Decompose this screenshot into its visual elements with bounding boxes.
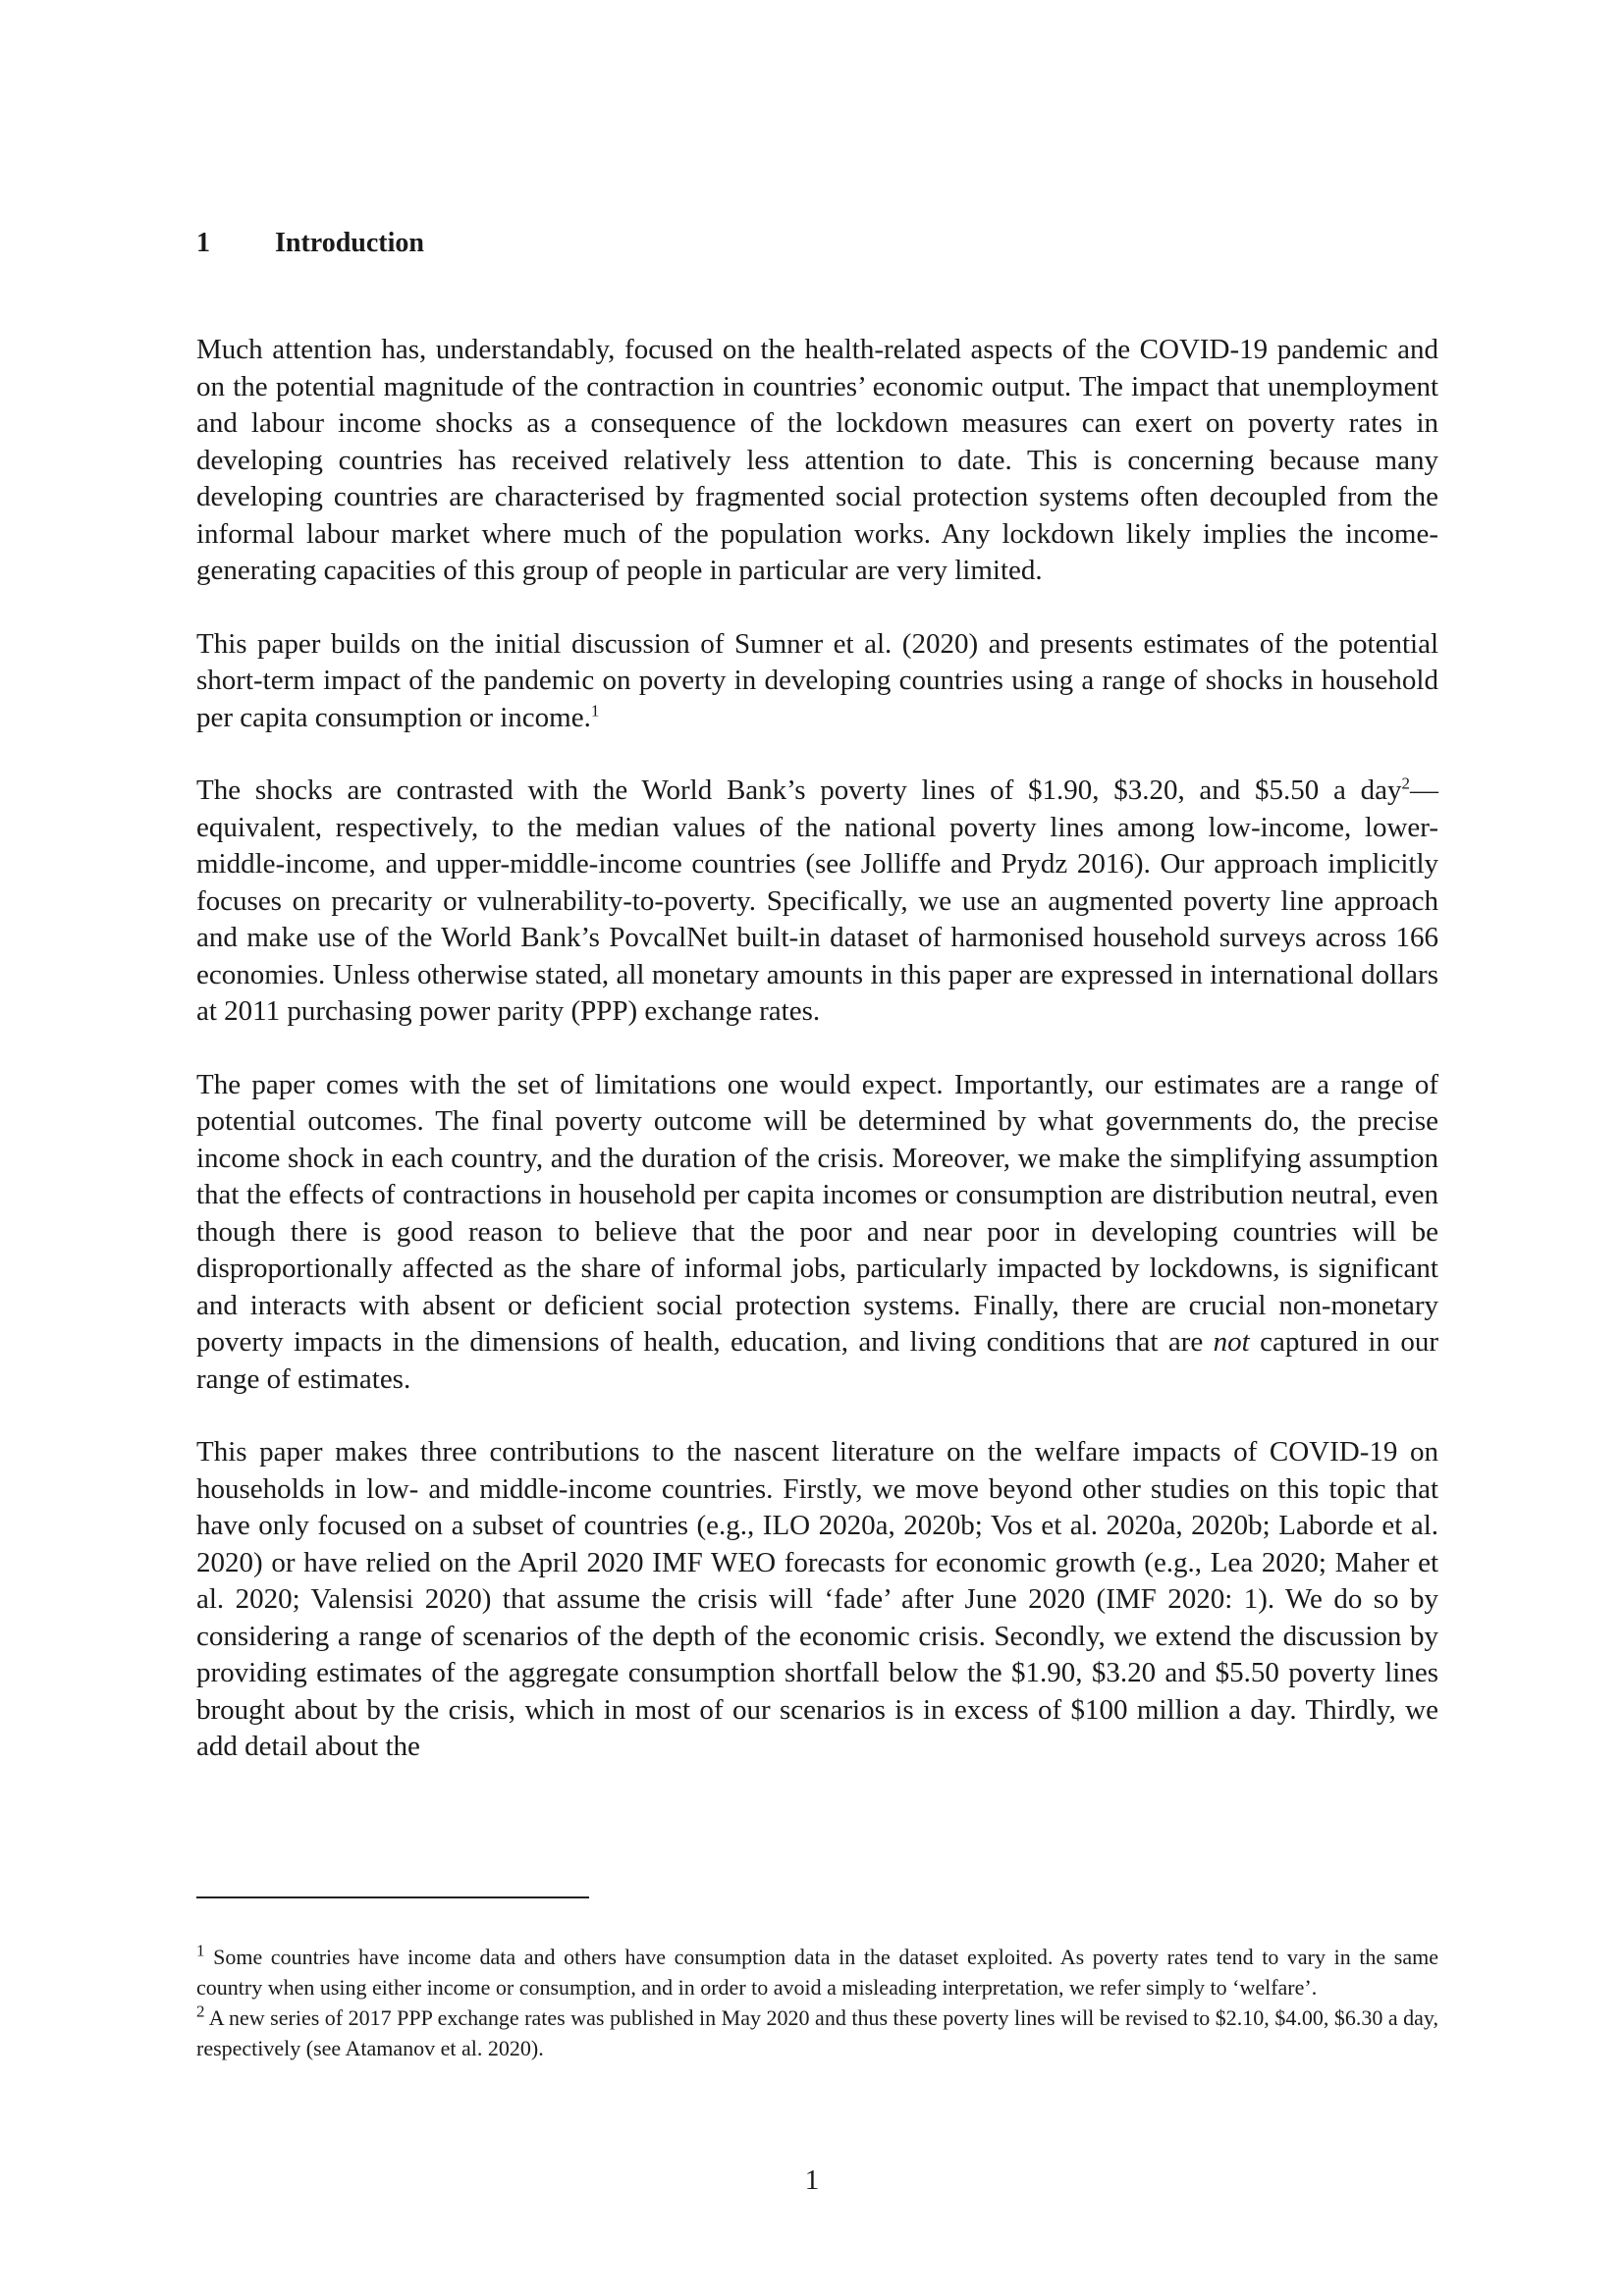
footnotes — [196, 1942, 1438, 2063]
paragraph-3-text-a: The shocks are contrasted with the World Bank’s poverty lines of $1.90, $3.20, and $5.50 a day — [196, 774, 1402, 806]
paragraph-2-text: This paper builds on the initial discussion of Sumner et al. (2020) and presents estimates of the potential short-term impact of the pandemic on poverty in developing countries using a range of shocks in household per capita consumption or income. — [196, 627, 1438, 733]
footnote-2-text: A new series of 2017 PPP exchange rates was published in May 2020 and thus these poverty lines will be revised to $2.10, $4.00, $6.30 a day, respectively (see Atamanov et al. 2020). — [196, 2005, 1438, 2060]
footnote-ref-2: 2 — [1401, 774, 1410, 793]
footnote-2-marker: 2 — [196, 2002, 205, 2021]
paragraph-1: Much attention has, understandably, focused on the health-related aspects of the COVID-19 pandemic and on the potential magnitude of the contraction in countries’ economic output. The impact that unemployment and labour income shocks as a consequence of the lockdown measures can exert on poverty rates in developing countries has received relatively less attention to date. This is concerning because many developing countries are characterised by fragmented social protection systems often decoupled from the informal labour market where much of the population works. Any lockdown likely implies the income-generating capacities of this group of people in particular are very limited. — [196, 334, 1438, 586]
section-title: Introduction — [275, 228, 424, 258]
footnote-1-text: Some countries have income data and others have consumption data in the dataset exploited. As poverty rates tend to vary in the same country when using either income or consumption, and in order to avoid a misleading interpretation, we refer simply to ‘welfare’. — [196, 1945, 1438, 2000]
footnote-2 — [196, 2002, 1438, 2063]
paragraph-3 — [196, 773, 1438, 1031]
footnote-1-marker: 1 — [196, 1941, 205, 1960]
paragraph-3-text-b: — equivalent, respectively, to the median values of the national poverty lines among low-income, lower-middle-income, and upper-middle-income countries (see Jolliffe and Prydz 2016). Our approach implicitly focuses on precarity or vulnerability-to-poverty. Specifically, we use an augmented poverty line approach and make use of the World Bank’s PovcalNet built-in dataset of harmonised household surveys across 166 economies. Unless otherwise stated, all monetary amounts in this paper are expressed in international dollars at 2011 purchasing power parity (PPP) exchange rates. — [196, 774, 1438, 1027]
paragraph-4 — [196, 1067, 1438, 1399]
section-heading — [196, 228, 424, 259]
paragraph-2 — [196, 626, 1438, 737]
paragraph-4-text-a: The paper comes with the set of limitations one would expect. Importantly, our estimates are a range of potential outcomes. The final poverty outcome will be determined by what governments do, the precise income shock in each country, and the duration of the crisis. Moreover, we make the simplifying assumption that the effects of contractions in household per capita incomes or consumption are distribution neutral, even though there is good reason to believe that the poor and near poor in developing countries will be disproportionally affected as the share of informal jobs, particularly impacted by lockdowns, is significant and interacts with absent or deficient social protection systems. Finally, there are crucial non-monetary poverty impacts in the dimensions of health, education, and living conditions that are — [196, 1068, 1438, 1358]
body-text — [196, 332, 1438, 1802]
section-number: 1 — [196, 228, 210, 258]
paragraph-5: This paper makes three contributions to the nascent literature on the welfare impacts of COVID-19 on households in low- and middle-income countries. Firstly, we move beyond other studies on this topic that have only focused on a subset of countries (e.g., ILO 2020a, 2020b; Vos et al. 2020a, 2020b; Laborde et al. 2020) or have relied on the April 2020 IMF WEO forecasts for economic growth (e.g., Lea 2020; Maher et al. 2020; Valensisi 2020) that assume the crisis will ‘fade’ after June 2020 (IMF 2020: 1). We do so by considering a range of scenarios of the depth of the economic crisis. Secondly, we extend the discussion by providing estimates of the aggregate consumption shortfall below the $1.90, $3.20 and $5.50 poverty lines brought about by the crisis, which in most of our scenarios is in excess of $100 million a day. Thirdly, we add detail about the — [196, 1436, 1438, 1762]
page-number: 1 — [804, 2164, 820, 2196]
paragraph-4-emphasis: not — [1213, 1326, 1250, 1358]
footnote-separator — [196, 1896, 589, 1898]
footnote-ref-1: 1 — [590, 700, 600, 720]
paragraph-4-text-b: captured in our range of estimates. — [196, 1326, 1438, 1395]
footnote-1 — [196, 1942, 1438, 2002]
